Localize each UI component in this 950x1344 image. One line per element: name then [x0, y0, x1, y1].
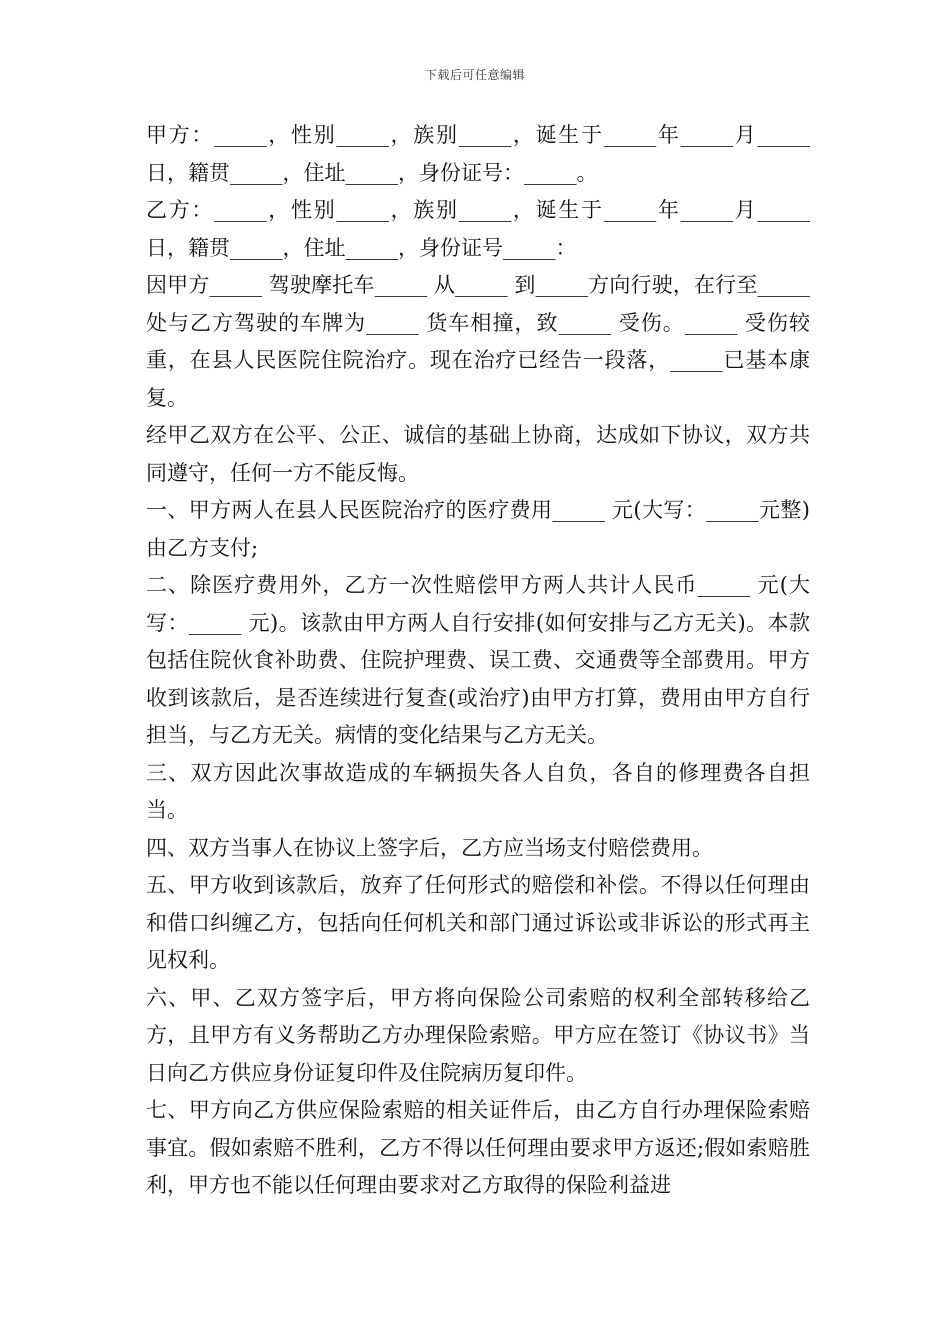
accident-description: 因甲方_____ 驾驶摩托车_____ 从_____ 到_____方向行驶，在行至_____处与乙方驾驶的车牌为_____ 货车相撞，致_____ 受伤。_____ 受伤较重，在县人民医院住院治疗。现在治疗已经告一段落，_____已基本康复。	[146, 273, 810, 410]
agreement-preamble: 经甲乙双方在公平、公正、诚信的基础上协商，达成如下协议，双方共同遵守，任何一方不能反悔。	[146, 423, 810, 485]
document-body	[146, 117, 810, 1205]
party-a-info: 甲方：_____，性别_____，族别_____，诞生于_____年_____月_____日，籍贯_____，住址_____，身份证号：_____。	[146, 123, 810, 185]
party-b-info: 乙方：_____，性别_____，族别_____，诞生于_____年_____月_____日，籍贯_____，住址_____，身份证号_____：	[146, 198, 810, 260]
clause-4: 四、双方当事人在协议上签字后，乙方应当场支付赔偿费用。	[146, 835, 713, 860]
clause-6: 六、甲、乙双方签字后，甲方将向保险公司索赔的权利全部转移给乙方，且甲方有义务帮助乙方办理保险索赔。甲方应在签订《协议书》当日向乙方供应身份证复印件及住院病历复印件。	[146, 985, 810, 1085]
clause-3: 三、双方因此次事故造成的车辆损失各人自负，各自的修理费各自担当。	[146, 760, 810, 822]
clause-5: 五、甲方收到该款后，放弃了任何形式的赔偿和补偿。不得以任何理由和借口纠缠乙方，包括向任何机关和部门通过诉讼或非诉讼的形式再主见权利。	[146, 873, 810, 972]
clause-2: 二、除医疗费用外，乙方一次性赔偿甲方两人共计人民币_____ 元(大写：_____ 元)。该款由甲方两人自行安排(如何安排与乙方无关)。本款包括住院伙食补助费、住院护理费、误工费、交通费等全部费用。甲方收到该款后，是否连续进行复查(或治疗)由甲方打算，费用由甲方自行担当，与乙方无关。病情的变化结果与乙方无关。	[146, 573, 810, 747]
page-header-note: 下载后可任意编辑	[424, 68, 525, 82]
clause-1: 一、甲方两人在县人民医院治疗的医疗费用_____ 元(大写：_____元整)由乙方支付;	[146, 498, 810, 560]
clause-7: 七、甲方向乙方供应保险索赔的相关证件后，由乙方自行办理保险索赔事宜。假如索赔不胜利，乙方不得以任何理由要求甲方返还;假如索赔胜利，甲方也不能以任何理由要求对乙方取得的保险利益进	[146, 1098, 810, 1197]
